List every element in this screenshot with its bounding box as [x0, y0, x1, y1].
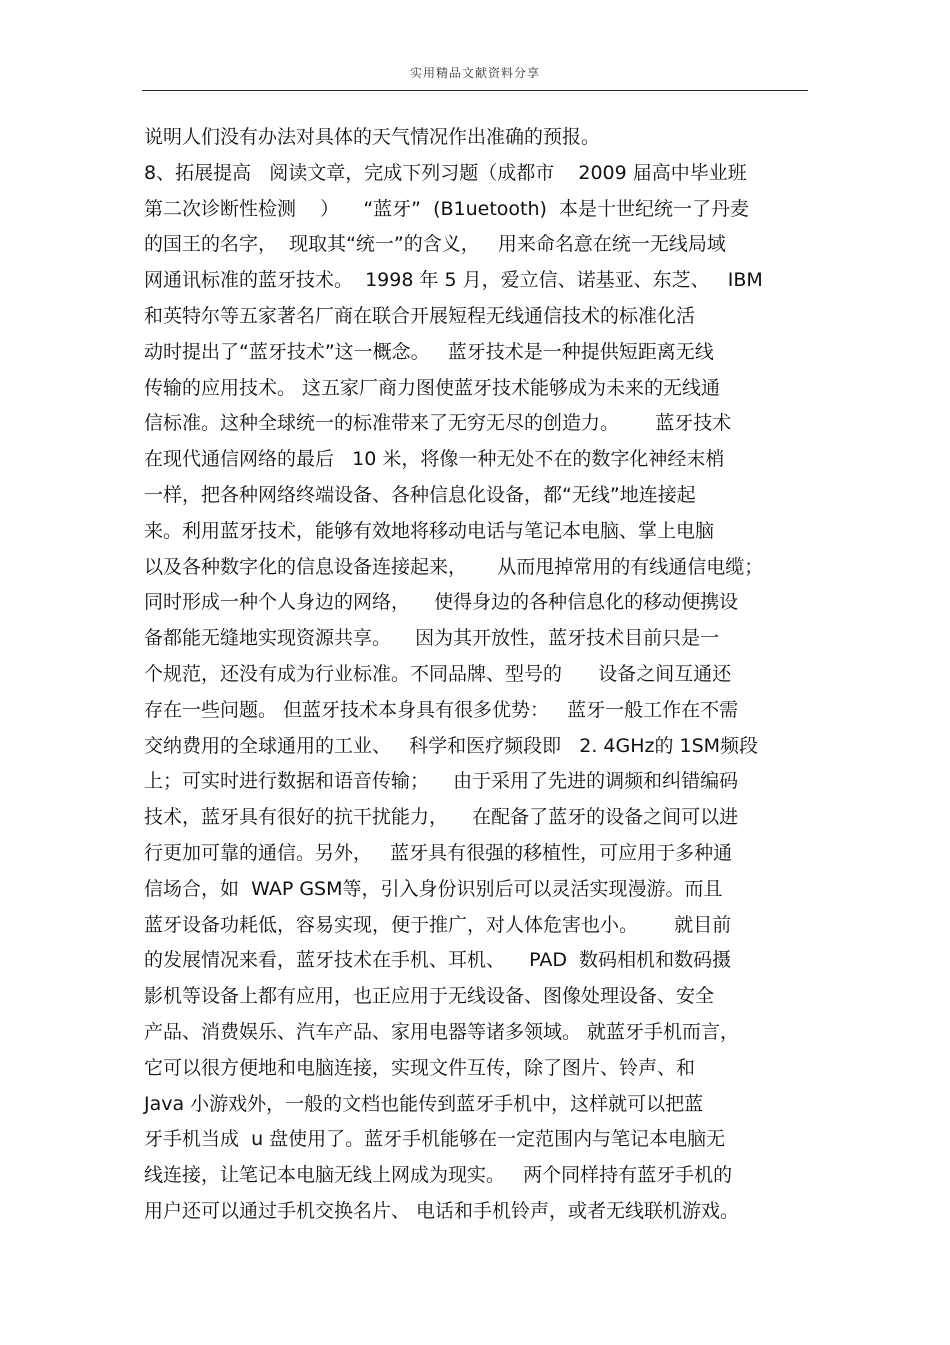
page-header: 实用精品文献资料分享	[409, 66, 540, 80]
text-line: 牙手机当成 u 盘使用了。蓝牙手机能够在一定范围内与笔记本电脑无	[144, 1128, 726, 1151]
text-line: Java 小游戏外，一般的文档也能传到蓝牙手机中，这样就可以把蓝	[144, 1092, 704, 1115]
text-line: 蓝牙设备功耗低，容易实现，便于推广，对人体危害也小。 就目前	[144, 913, 732, 936]
text-line: 以及各种数字化的信息设备连接起来， 从而甩掉常用的有线通信电缆；	[144, 555, 764, 578]
text-line: 传输的应用技术。 这五家厂商力图使蓝牙技术能够成为未来的无线通	[144, 376, 721, 399]
text-line: 上；可实时进行数据和语音传输； 由于采用了先进的调频和纠错编码	[144, 770, 739, 793]
text-line: 技术，蓝牙具有很好的抗干扰能力， 在配备了蓝牙的设备之间可以进	[144, 806, 739, 829]
text-line: 的国王的名字， 现取其“统一”的含义， 用来命名意在统一无线局域	[144, 233, 726, 256]
text-line: 行更加可靠的通信。另外， 蓝牙具有很强的移植性，可应用于多种通	[144, 841, 733, 864]
text-line: 来。利用蓝牙技术，能够有效地将移动电话与笔记本电脑、掌上电脑	[144, 519, 715, 542]
text-line: 网通讯标准的蓝牙技术。 1998 年 5 月，爱立信、诺基亚、东芝、 IBM	[144, 269, 763, 292]
text-line: 用户还可以通过手机交换名片、 电话和手机铃声，或者无线联机游戏。	[144, 1199, 740, 1222]
text-line: 影机等设备上都有应用，也正应用于无线设备、图像处理设备、安全	[144, 985, 715, 1008]
text-line: 线连接，让笔记本电脑无线上网成为现实。 两个同样持有蓝牙手机的	[144, 1164, 733, 1187]
text-line: 信标准。这种全球统一的标准带来了无穷无尽的创造力。 蓝牙技术	[144, 412, 732, 435]
text-line: 8、拓展提高 阅读文章，完成下列习题（成都市 2009 届高中毕业班	[144, 161, 747, 184]
text-line: 动时提出了“蓝牙技术”这一概念。 蓝牙技术是一种提供短距离无线	[144, 340, 714, 363]
text-line: 交纳费用的全球通用的工业、 科学和医疗频段即 2. 4GHz的 1SM频段	[144, 734, 759, 757]
text-line: 存在一些问题。 但蓝牙技术本身具有很多优势： 蓝牙一般工作在不需	[144, 698, 739, 721]
text-line: 信场合，如 WAP GSM等，引入身份识别后可以灵活实现漫游。而且	[144, 877, 723, 900]
text-line: 产品、消费娱乐、汽车产品、家用电器等诸多领域。 就蓝牙手机而言，	[144, 1020, 740, 1043]
text-line: 它可以很方便地和电脑连接，实现文件互传，除了图片、铃声、和	[144, 1056, 696, 1079]
text-line: 和英特尔等五家著名厂商在联合开展短程无线通信技术的标准化活	[144, 304, 696, 327]
text-line: 备都能无缝地实现资源共享。 因为其开放性，蓝牙技术目前只是一	[144, 627, 720, 650]
document-body	[144, 120, 824, 1230]
text-line: 在现代通信网络的最后 10 米，将像一种无处不在的数字化神经末梢	[144, 448, 725, 471]
text-line: 的发展情况来看，蓝牙技术在手机、耳机、 PAD 数码相机和数码摄	[144, 949, 732, 972]
text-line: 说明人们没有办法对具体的天气情况作出准确的预报。	[144, 126, 601, 148]
text-line: 第二次诊断性检测 ） “蓝牙” (B1uetooth) 本是十世纪统一了丹麦	[144, 197, 750, 220]
text-line: 同时形成一种个人身边的网络， 使得身边的各种信息化的移动便携设	[144, 591, 739, 614]
text-line: 个规范，还没有成为行业标准。不同品牌、型号的 设备之间互通还	[144, 662, 732, 685]
text-line: 一样，把各种网络终端设备、各种信息化设备，都“无线”地连接起	[144, 483, 696, 506]
header-divider	[142, 90, 808, 91]
